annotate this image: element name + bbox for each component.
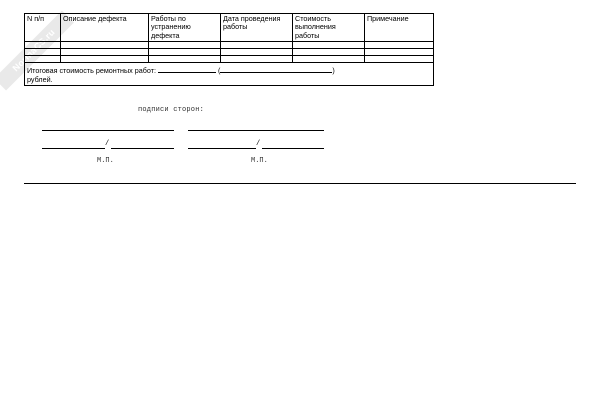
total-amount-blank: [158, 65, 216, 73]
table-cell: [293, 42, 365, 49]
table-cell: [149, 56, 221, 63]
table-cell: [221, 42, 293, 49]
table-row: [25, 42, 434, 49]
total-amount-words-blank: [218, 65, 335, 76]
total-cost-cell: [25, 63, 434, 86]
left-stamp-label: М.П.: [97, 157, 114, 165]
table-cell: [221, 49, 293, 56]
header-note: Примечание: [365, 14, 434, 42]
table-cell: [61, 49, 149, 56]
currency-label: рублей.: [27, 74, 53, 84]
table-cell: [149, 42, 221, 49]
table-row: [25, 49, 434, 56]
left-signature-line: [42, 148, 105, 149]
table-cell: [149, 49, 221, 56]
table-cell: [25, 42, 61, 49]
right-signature-line: [188, 148, 256, 149]
table-header-row: [25, 14, 434, 42]
signatures-title: подписи сторон:: [138, 106, 205, 114]
table-cell: [365, 49, 434, 56]
table-cell: [61, 42, 149, 49]
header-defect-description: Описание дефекта: [61, 14, 149, 42]
header-number: N п/п: [25, 14, 61, 42]
header-work-cost: Стоимость выполнения работы: [293, 14, 365, 42]
right-signature-slash: /: [256, 140, 261, 148]
left-party-name-line: [42, 130, 174, 131]
defects-table: [24, 13, 434, 86]
table-cell: [293, 56, 365, 63]
table-cell: [221, 56, 293, 63]
close-paren: ): [332, 66, 335, 76]
table-cell: [61, 56, 149, 63]
left-signature-name-line: [111, 148, 174, 149]
table-cell: [25, 56, 61, 63]
table-cell: [365, 56, 434, 63]
watermark-stamp: NormaCS.ru: [0, 11, 74, 91]
left-signature-slash: /: [105, 140, 110, 148]
right-stamp-label: М.П.: [251, 157, 268, 165]
open-paren: (: [218, 66, 221, 76]
right-party-name-line: [188, 130, 324, 131]
table-cell: [293, 49, 365, 56]
total-row: [25, 63, 434, 86]
table-row: [25, 56, 434, 63]
page-divider: [24, 183, 576, 184]
header-repair-works: Работы по устранению дефекта: [149, 14, 221, 42]
table-cell: [365, 42, 434, 49]
right-signature-name-line: [262, 148, 324, 149]
total-cost-label: Итоговая стоимость ремонтных работ:: [27, 66, 157, 76]
table-cell: [25, 49, 61, 56]
header-work-date: Дата проведения работы: [221, 14, 293, 42]
